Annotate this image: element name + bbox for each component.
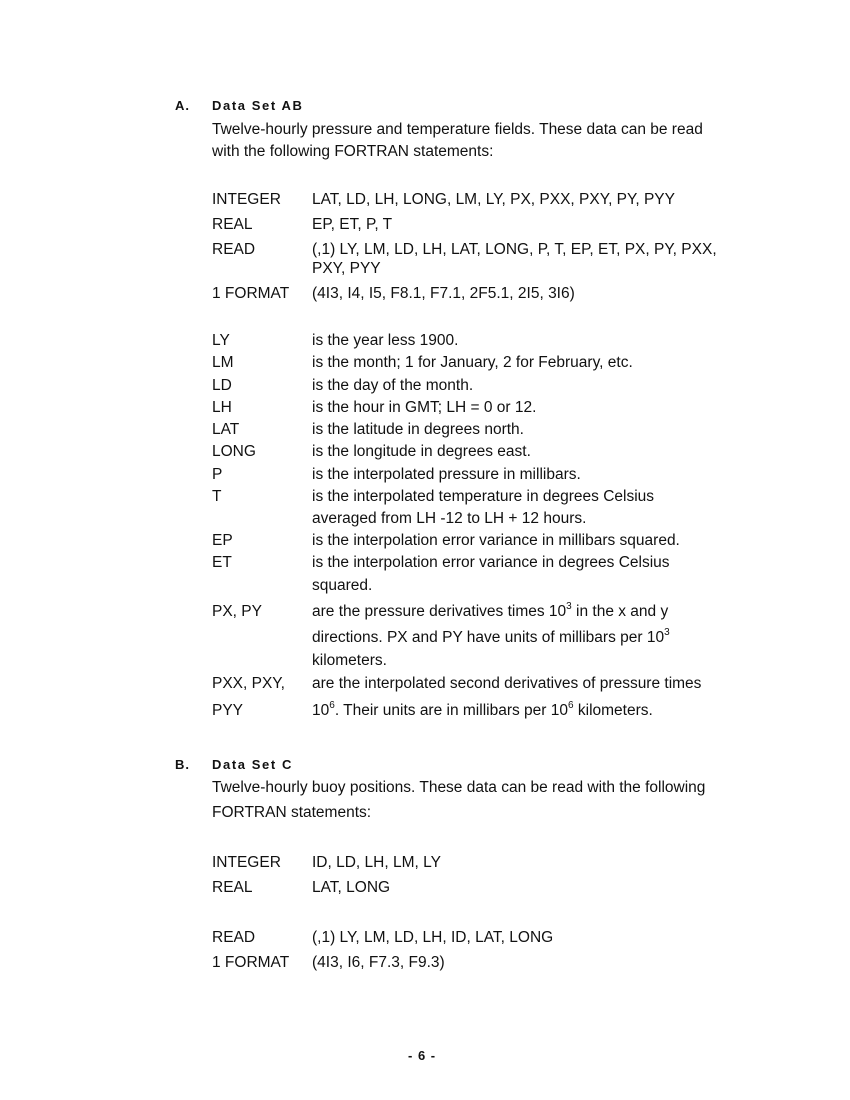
definition-desc-px-py-line-2: directions. PX and PY have units of millibars per $10^3$ (312, 627, 670, 646)
statement-keyword-integer: INTEGER (212, 854, 281, 871)
page-number: - 6 - (408, 1048, 437, 1063)
definition-desc: is the day of the month. (312, 377, 474, 394)
statement-args-read-line-1: (,1) LY, LM, LD, LH, LAT, LONG, P, T, EP, ET, PX, PY, PXX, (312, 241, 717, 258)
statement-keyword-real: REAL (212, 216, 253, 233)
definition-term: LONG (212, 443, 256, 460)
definition-desc: is the interpolated pressure in millibars. (312, 466, 581, 483)
statement-args-read: (,1) LY, LM, LD, LH, ID, LAT, LONG (312, 929, 554, 946)
definition-desc-px-py-line-1: are the pressure derivatives times $10^3$ in the x and y (312, 601, 669, 620)
definition-desc: is the interpolation error variance in degrees Celsius (312, 554, 670, 571)
definition-term: LY (212, 332, 230, 349)
section-b-title: Data Set C (212, 757, 294, 772)
statement-args-real: LAT, LONG (312, 879, 391, 896)
definition-desc: is the month; 1 for January, 2 for February, etc. (312, 354, 633, 371)
definition-term: P (212, 466, 223, 483)
definition-term: ET (212, 554, 232, 571)
definition-desc-pxx-line-1: are the interpolated second derivatives of pressure times (312, 675, 702, 692)
definition-term: LH (212, 399, 232, 416)
definition-term: T (212, 488, 222, 505)
section-a-letter: A. (175, 98, 190, 113)
definition-desc-px-py-line-3: kilometers. (312, 652, 387, 669)
definition-desc: is the interpolation error variance in millibars squared. (312, 532, 680, 549)
statement-keyword-read: READ (212, 929, 256, 946)
definition-desc: is the latitude in degrees north. (312, 421, 524, 438)
statement-keyword-real: REAL (212, 879, 253, 896)
section-b-intro-line-1: Twelve-hourly buoy positions. These data can be read with the following (212, 779, 706, 796)
statement-keyword-integer: INTEGER (212, 191, 281, 208)
definition-desc: averaged from LH -12 to LH + 12 hours. (312, 510, 587, 527)
statement-args-format: (4I3, I6, F7.3, F9.3) (312, 954, 445, 971)
definition-desc: is the year less 1900. (312, 332, 459, 349)
definition-desc: squared. (312, 577, 373, 594)
definition-desc: is the longitude in degrees east. (312, 443, 531, 460)
section-b-intro-line-2: FORTRAN statements: (212, 804, 372, 821)
definition-term-px-py: PX, PY (212, 603, 262, 620)
section-a-title: Data Set AB (212, 98, 304, 113)
statement-args-integer: ID, LD, LH, LM, LY (312, 854, 441, 871)
statement-keyword-format: 1 FORMAT (212, 954, 290, 971)
definition-term: LM (212, 354, 234, 371)
statement-args-read-line-2: PXY, PYY (312, 260, 381, 277)
definition-term-pxx-line-2: PYY (212, 702, 244, 719)
definition-term: LAT (212, 421, 240, 438)
definition-desc: is the hour in GMT; LH = 0 or 12. (312, 399, 537, 416)
definition-desc: is the interpolated temperature in degrees Celsius (312, 488, 655, 505)
section-a-intro-line-2: with the following FORTRAN statements: (212, 143, 494, 160)
statement-args-real: EP, ET, P, T (312, 216, 393, 233)
statement-args-integer: LAT, LD, LH, LONG, LM, LY, PX, PXX, PXY, PY, PYY (312, 191, 675, 208)
definition-term-pxx-line-1: PXX, PXY, (212, 675, 285, 692)
statement-args-format: (4I3, I4, I5, F8.1, F7.1, 2F5.1, 2I5, 3I6) (312, 285, 575, 302)
definition-desc-pxx-line-2: $10^6$. Their units are in millibars per $10^6$ kilometers. (312, 700, 653, 719)
statement-keyword-format: 1 FORMAT (212, 285, 290, 302)
section-b-letter: B. (175, 757, 190, 772)
definition-term: LD (212, 377, 232, 394)
statement-keyword-read: READ (212, 241, 256, 258)
section-a-intro-line-1: Twelve-hourly pressure and temperature fields. These data can be read (212, 121, 703, 138)
definition-term: EP (212, 532, 233, 549)
